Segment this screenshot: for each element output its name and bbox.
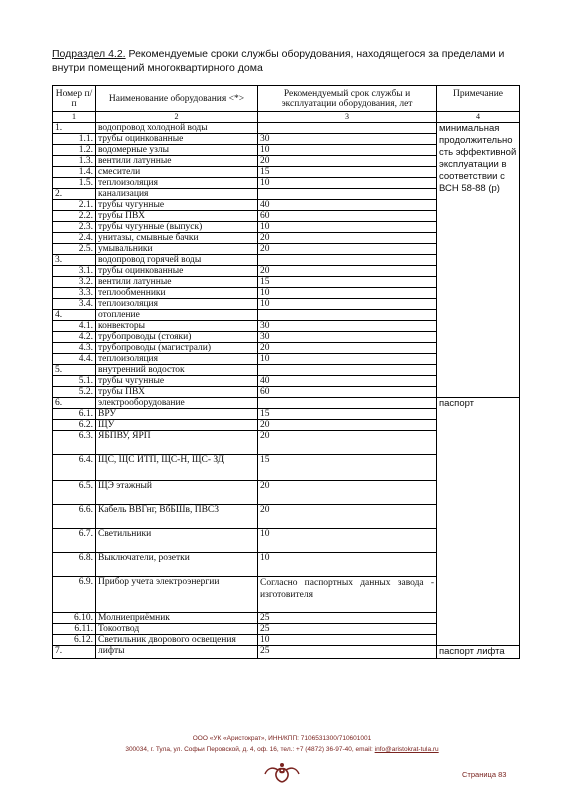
col-number: 2 — [96, 112, 258, 123]
service-term — [258, 310, 437, 321]
equipment-name: Токоотвод — [96, 624, 258, 635]
row-number: 2. — [53, 189, 96, 200]
row-number: 6.12. — [53, 635, 96, 646]
equipment-name: трубопроводы (магистрали) — [96, 343, 258, 354]
note-cell: паспорт — [437, 398, 520, 646]
service-term: 30 — [258, 332, 437, 343]
equipment-name: канализация — [96, 189, 258, 200]
row-number: 3. — [53, 255, 96, 266]
equipment-name: Светильники — [96, 529, 258, 553]
equipment-name: теплоизоляция — [96, 299, 258, 310]
row-number: 1.2. — [53, 145, 96, 156]
note-cell: минимальная продолжительно сть эффективной эксплуатации в соответствии с ВСН 58-88 (р) — [437, 123, 520, 398]
equipment-name: теплообменники — [96, 288, 258, 299]
service-term: 15 — [258, 167, 437, 178]
equipment-name: вентили латунные — [96, 277, 258, 288]
equipment-name: Прибор учета электроэнергии — [96, 577, 258, 613]
equipment-name: Светильник дворового освещения — [96, 635, 258, 646]
service-term: 20 — [258, 505, 437, 529]
service-term: 40 — [258, 200, 437, 211]
row-number: 6.8. — [53, 553, 96, 577]
subsection-label: Подраздел 4.2. — [52, 48, 126, 60]
row-number: 1.4. — [53, 167, 96, 178]
row-number: 6.5. — [53, 481, 96, 505]
equipment-name: ЩЭ этажный — [96, 481, 258, 505]
table-body — [53, 123, 520, 659]
service-term: 10 — [258, 299, 437, 310]
service-term: 40 — [258, 376, 437, 387]
equipment-name: унитазы, смывные бачки — [96, 233, 258, 244]
service-term — [258, 189, 437, 200]
equipment-name: водопровод горячей воды — [96, 255, 258, 266]
service-term: 25 — [258, 646, 437, 659]
note-cell: паспорт лифта — [437, 646, 520, 659]
service-term: 25 — [258, 624, 437, 635]
row-number: 2.2. — [53, 211, 96, 222]
header-num: Номер п/п — [53, 86, 96, 112]
service-term — [258, 255, 437, 266]
service-term: 25 — [258, 613, 437, 624]
equipment-name: ВРУ — [96, 409, 258, 420]
row-number: 6.6. — [53, 505, 96, 529]
row-number: 4.2. — [53, 332, 96, 343]
row-number: 6.1. — [53, 409, 96, 420]
service-term: 15 — [258, 277, 437, 288]
col-number: 1 — [53, 112, 96, 123]
service-term: 20 — [258, 343, 437, 354]
equipment-name: вентили латунные — [96, 156, 258, 167]
service-term: 20 — [258, 431, 437, 455]
row-number: 4.3. — [53, 343, 96, 354]
row-number: 6.10. — [53, 613, 96, 624]
service-term: 10 — [258, 635, 437, 646]
equipment-name: теплоизоляция — [96, 178, 258, 189]
service-term: 15 — [258, 409, 437, 420]
equipment-name: трубы оцинкованные — [96, 266, 258, 277]
service-term: 20 — [258, 156, 437, 167]
service-term: Согласно паспортных данных завода - изготовителя — [258, 577, 437, 613]
equipment-name: водомерные узлы — [96, 145, 258, 156]
page-number: Страница 83 — [462, 770, 507, 779]
service-term: 60 — [258, 387, 437, 398]
service-term: 10 — [258, 354, 437, 365]
column-numbers-row — [53, 112, 520, 123]
col-number: 3 — [258, 112, 437, 123]
row-number: 1. — [53, 123, 96, 134]
header-name: Наименование оборудования <*> — [96, 86, 258, 112]
row-number: 4.4. — [53, 354, 96, 365]
equipment-name: Выключатели, розетки — [96, 553, 258, 577]
service-term: 20 — [258, 481, 437, 505]
service-term: 30 — [258, 134, 437, 145]
equipment-name: трубы чугунные (выпуск) — [96, 222, 258, 233]
service-term — [258, 365, 437, 376]
equipment-name: Кабель ВВГнг, ВбБШв, ПВС3 — [96, 505, 258, 529]
ornament-logo-icon — [262, 760, 302, 784]
service-term: 15 — [258, 455, 437, 481]
row-number: 2.4. — [53, 233, 96, 244]
row-number: 3.3. — [53, 288, 96, 299]
equipment-name: ЯБПВУ, ЯРП — [96, 431, 258, 455]
equipment-name: трубы оцинкованные — [96, 134, 258, 145]
service-term: 20 — [258, 233, 437, 244]
equipment-name: водопровод холодной воды — [96, 123, 258, 134]
equipment-name: отопление — [96, 310, 258, 321]
row-number: 2.5. — [53, 244, 96, 255]
service-term: 10 — [258, 222, 437, 233]
equipment-name: трубы чугунные — [96, 200, 258, 211]
equipment-name: трубы чугунные — [96, 376, 258, 387]
header-term: Рекомендуемый срок службы и эксплуатации оборудования, лет — [258, 86, 437, 112]
service-term: 10 — [258, 178, 437, 189]
equipment-name: Молниеприёмник — [96, 613, 258, 624]
row-number: 6.11. — [53, 624, 96, 635]
service-term: 60 — [258, 211, 437, 222]
row-number: 2.1. — [53, 200, 96, 211]
service-term: 20 — [258, 420, 437, 431]
service-term — [258, 123, 437, 134]
row-number: 2.3. — [53, 222, 96, 233]
row-number: 5. — [53, 365, 96, 376]
footer-address-text: 300034, г. Тула, ул. Софьи Перовской, д. 4, оф. 16, тел.: +7 (4872) 36-97-40, email: — [125, 746, 375, 753]
equipment-name: смесители — [96, 167, 258, 178]
equipment-name: ЩУ — [96, 420, 258, 431]
page-title — [52, 47, 522, 75]
equipment-name: трубы ПВХ — [96, 211, 258, 222]
header-note: Примечание — [437, 86, 520, 112]
service-term: 20 — [258, 244, 437, 255]
table-header-row — [53, 86, 520, 112]
row-number: 6.9. — [53, 577, 96, 613]
equipment-name: теплоизоляция — [96, 354, 258, 365]
equipment-name: трубы ПВХ — [96, 387, 258, 398]
col-number: 4 — [437, 112, 520, 123]
row-number: 3.2. — [53, 277, 96, 288]
row-number: 1.5. — [53, 178, 96, 189]
row-number: 6.3. — [53, 431, 96, 455]
service-term: 10 — [258, 288, 437, 299]
service-term — [258, 398, 437, 409]
row-number: 6. — [53, 398, 96, 409]
equipment-name: электрооборудование — [96, 398, 258, 409]
service-term: 30 — [258, 321, 437, 332]
row-number: 4. — [53, 310, 96, 321]
title-text: Рекомендуемые сроки службы оборудования, находящегося за пределами и внутри помещений многоквартирного дома — [52, 48, 505, 74]
row-number: 6.4. — [53, 455, 96, 481]
equipment-name: конвекторы — [96, 321, 258, 332]
row-number: 3.4. — [53, 299, 96, 310]
equipment-name: внутренний водосток — [96, 365, 258, 376]
row-number: 3.1. — [53, 266, 96, 277]
section-row — [53, 646, 520, 659]
footer-company: ООО «УК «Аристократ», ИНН/КПП: 7106531300/710601001 — [192, 735, 372, 742]
row-number: 1.1. — [53, 134, 96, 145]
service-term: 10 — [258, 529, 437, 553]
row-number: 6.2. — [53, 420, 96, 431]
row-number: 5.2. — [53, 387, 96, 398]
section-row — [53, 398, 520, 409]
row-number: 1.3. — [53, 156, 96, 167]
equipment-name: трубопроводы (стояки) — [96, 332, 258, 343]
service-term: 10 — [258, 553, 437, 577]
equipment-name: ЩС, ЩС ИТП, ЩС-Н, ЩС- ЗД — [96, 455, 258, 481]
row-number: 7. — [53, 646, 96, 659]
equipment-name: лифты — [96, 646, 258, 659]
row-number: 5.1. — [53, 376, 96, 387]
equipment-name: умывальники — [96, 244, 258, 255]
service-term: 10 — [258, 145, 437, 156]
service-life-table — [52, 85, 520, 659]
service-term: 20 — [258, 266, 437, 277]
section-row — [53, 123, 520, 134]
row-number: 4.1. — [53, 321, 96, 332]
row-number: 6.7. — [53, 529, 96, 553]
footer-email-link[interactable]: info@aristokrat-tula.ru — [374, 746, 439, 753]
footer-address — [52, 746, 512, 753]
